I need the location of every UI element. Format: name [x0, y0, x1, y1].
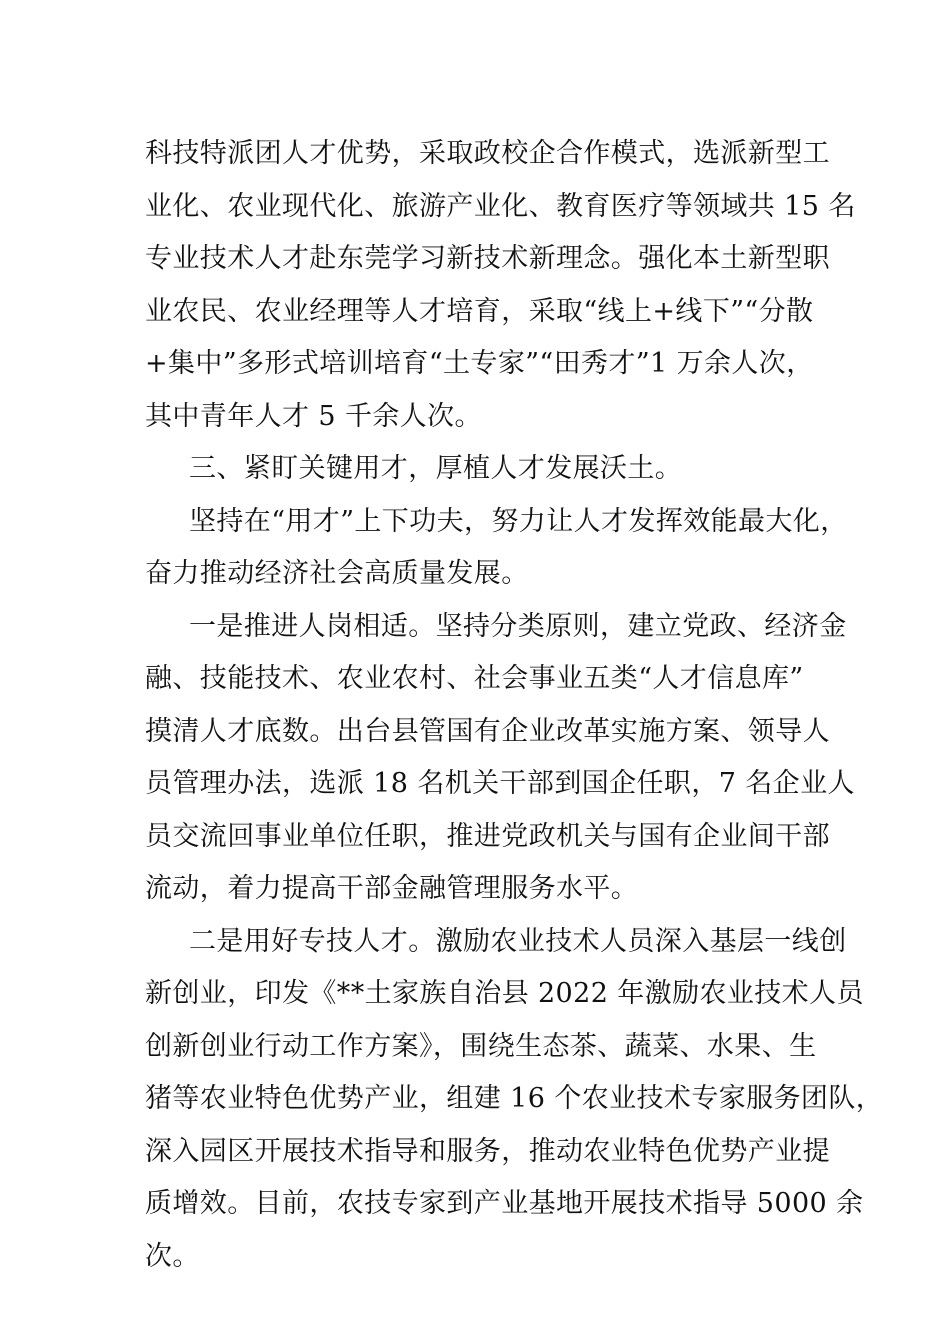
text-line: 其中青年人才 5 千余人次。 [145, 400, 482, 432]
text-line: 融、技能技术、农业农村、社会事业五类“人才信息库” [145, 663, 804, 694]
text-line: 科技特派团人才优势，采取政校企合作模式，选派新型工 [145, 138, 830, 169]
text-line: 业化、农业现代化、旅游产业化、教育医疗等领域共 15 名 [145, 190, 856, 222]
text-line: 摸清人才底数。出台县管国有企业改革实施方案、领导人 [145, 715, 830, 747]
text-line: 业农民、农业经理等人才培育，采取“线上+线下”“分散 [145, 295, 814, 327]
text-line: 一是推进人岗相适。坚持分类原则，建立党政、经济金 [189, 610, 847, 642]
text-line: 专业技术人才赴东莞学习新技术新理念。强化本土新型职 [145, 243, 830, 274]
text-line: 流动，着力提高干部金融管理服务水平。 [145, 873, 639, 904]
text-line: 深入园区开展技术指导和服务，推动农业特色优势产业提 [145, 1135, 830, 1167]
section-heading: 三、紧盯关键用才，厚植人才发展沃土。 [189, 453, 683, 484]
text-line: 新创业，印发《**土家族自治县 2022 年激励农业技术人员 [145, 978, 864, 1009]
text-line: 员交流回事业单位任职，推进党政机关与国有企业间干部 [145, 820, 830, 852]
text-line: +集中”多形式培训培育“土专家”“田秀才”1 万余人次， [145, 348, 814, 379]
text-line: 二是用好专技人才。激励农业技术人员深入基层一线创 [189, 925, 847, 957]
text-line: 奋力推动经济社会高质量发展。 [145, 558, 529, 589]
text-line: 坚持在“用才”上下功夫，努力让人才发挥效能最大化， [189, 505, 848, 537]
text-line: 创新创业行动工作方案》，围绕生态茶、蔬菜、水果、生 [145, 1030, 817, 1062]
text-line: 质增效。目前，农技专家到产业基地开展技术指导 5000 余 [145, 1188, 864, 1219]
text-line: 员管理办法，选派 18 名机关干部到国企任职，7 名企业人 [145, 768, 855, 799]
text-line: 次。 [145, 1240, 200, 1272]
text-line: 猪等农业特色优势产业，组建 16 个农业技术专家服务团队， [145, 1083, 884, 1114]
document-body [145, 128, 884, 1283]
